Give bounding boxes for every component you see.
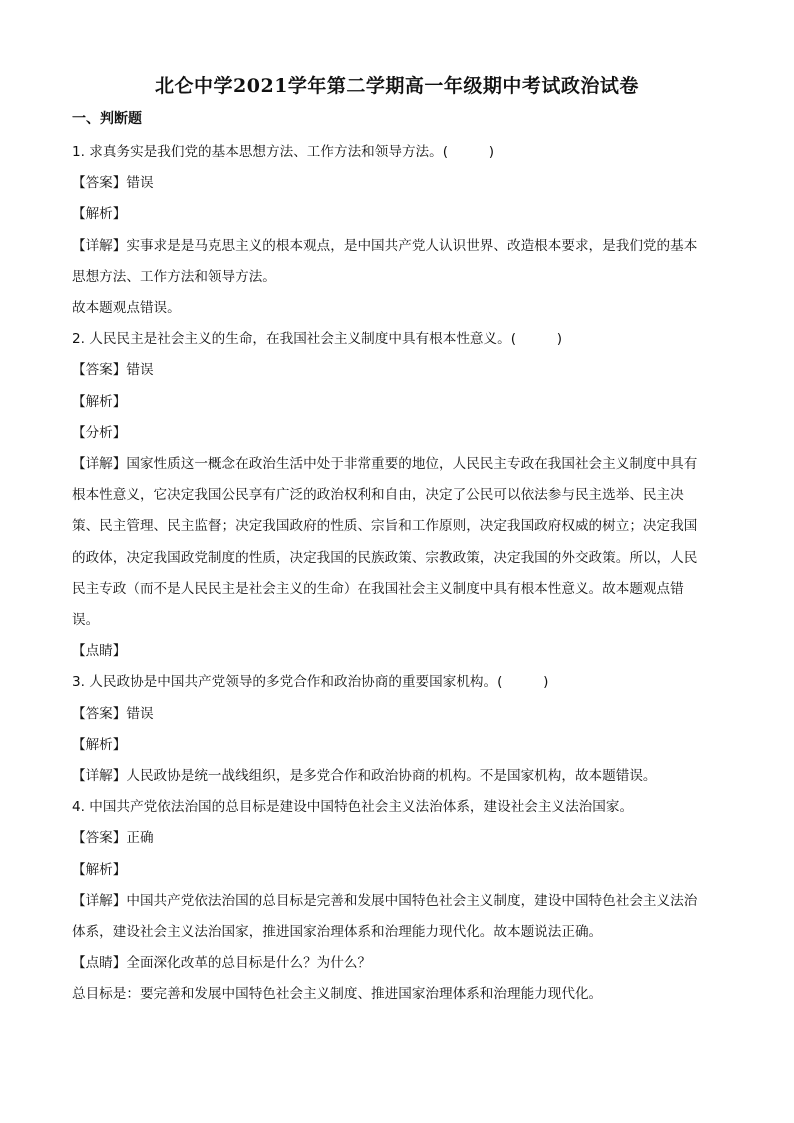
q4-detail-text: 中国共产党依法治国的总目标是完善和发展中国特色社会主义制度，建设中国特色社会主义法治	[126, 892, 698, 909]
q4-detail-line	[72, 886, 724, 917]
q2-detail-line	[72, 449, 724, 480]
page-title: 北仑中学2021学年第二学期高一年级期中考试政治试卷	[155, 75, 639, 97]
q2-detail-line-3: 策、民主管理、民主监督；决定我国政府的性质、宗旨和工作原则，决定我国政府权威的树立；决定我国	[72, 518, 698, 535]
q3-detail-text: 人民政协是统一战线组织，是多党合作和政治协商的机构。不是国家机构，故本题错误。	[126, 768, 657, 785]
q2-detail-line-6: 误。	[72, 612, 100, 629]
q3-answer: 错误	[126, 705, 154, 722]
answer-label: 【答案】	[72, 705, 127, 722]
q3-detail-line	[72, 761, 724, 792]
question-3: 3. 人民政协是中国共产党领导的多党合作和政治协商的重要国家机构。( )	[72, 674, 549, 691]
q4-analysis-label: 【解析】	[72, 861, 127, 878]
q4-answer-line	[72, 823, 724, 854]
detail-label: 【详解】	[72, 237, 127, 254]
answer-label: 【答案】	[72, 362, 127, 379]
detail-label: 【详解】	[72, 892, 127, 909]
q2-detail-line-4: 的政体，决定我国政党制度的性质，决定我国的民族政策、宗教政策，决定我国的外交政策。所以，人民	[72, 549, 698, 566]
q3-analysis-label: 【解析】	[72, 736, 127, 753]
q1-detail-text: 实事求是是马克思主义的根本观点，是中国共产党人认识世界、改造根本要求，是我们党的基本	[126, 237, 698, 254]
q1-answer-line	[72, 168, 724, 199]
q2-detail-line-5: 民主专政（而不是人民民主是社会主义的生命）在我国社会主义制度中具有根本性意义。故本题观点错	[72, 580, 684, 597]
q2-dianjing-label: 【点睛】	[72, 643, 127, 660]
q4-extra: 总目标是：要完善和发展中国特色社会主义制度、推进国家治理体系和治理能力现代化。	[72, 986, 603, 1003]
q2-answer: 错误	[126, 362, 154, 379]
q4-answer: 正确	[126, 830, 154, 847]
q4-detail-line-2: 体系，建设社会主义法治国家，推进国家治理体系和治理能力现代化。故本题说法正确。	[72, 924, 603, 941]
q2-answer-line	[72, 355, 724, 386]
q1-detail-line	[72, 231, 724, 262]
detail-label: 【详解】	[72, 456, 127, 473]
q1-conclusion: 故本题观点错误。	[72, 300, 181, 317]
q1-analysis-label: 【解析】	[72, 206, 127, 223]
answer-label: 【答案】	[72, 830, 127, 847]
q1-detail-line-2: 思想方法、工作方法和领导方法。	[72, 268, 276, 285]
questions-body	[72, 137, 724, 1011]
q1-answer: 错误	[126, 175, 154, 192]
dianjing-label: 【点睛】	[72, 955, 127, 972]
question-1: 1. 求真务实是我们党的基本思想方法、工作方法和领导方法。( )	[72, 144, 495, 160]
section-heading: 一、判断题	[72, 111, 142, 127]
q2-detail-text: 国家性质这一概念在政治生活中处于非常重要的地位，人民民主专政在我国社会主义制度中具有	[126, 456, 698, 473]
q2-fenxi-label: 【分析】	[72, 424, 127, 441]
answer-label: 【答案】	[72, 175, 127, 192]
question-4: 4. 中国共产党依法治国的总目标是建设中国特色社会主义法治体系，建设社会主义法治国家。	[72, 799, 634, 816]
q2-analysis-label: 【解析】	[72, 393, 127, 410]
q4-dianjing-line	[72, 948, 724, 979]
detail-label: 【详解】	[72, 768, 127, 785]
q3-answer-line	[72, 699, 724, 730]
q2-detail-line-2: 根本性意义，它决定我国公民享有广泛的政治权利和自由，决定了公民可以依法参与民主选举、民主决	[72, 487, 684, 504]
q4-dianjing-text: 全面深化改革的总目标是什么？为什么？	[126, 955, 372, 972]
question-2: 2. 人民民主是社会主义的生命，在我国社会主义制度中具有根本性意义。( )	[72, 331, 563, 348]
